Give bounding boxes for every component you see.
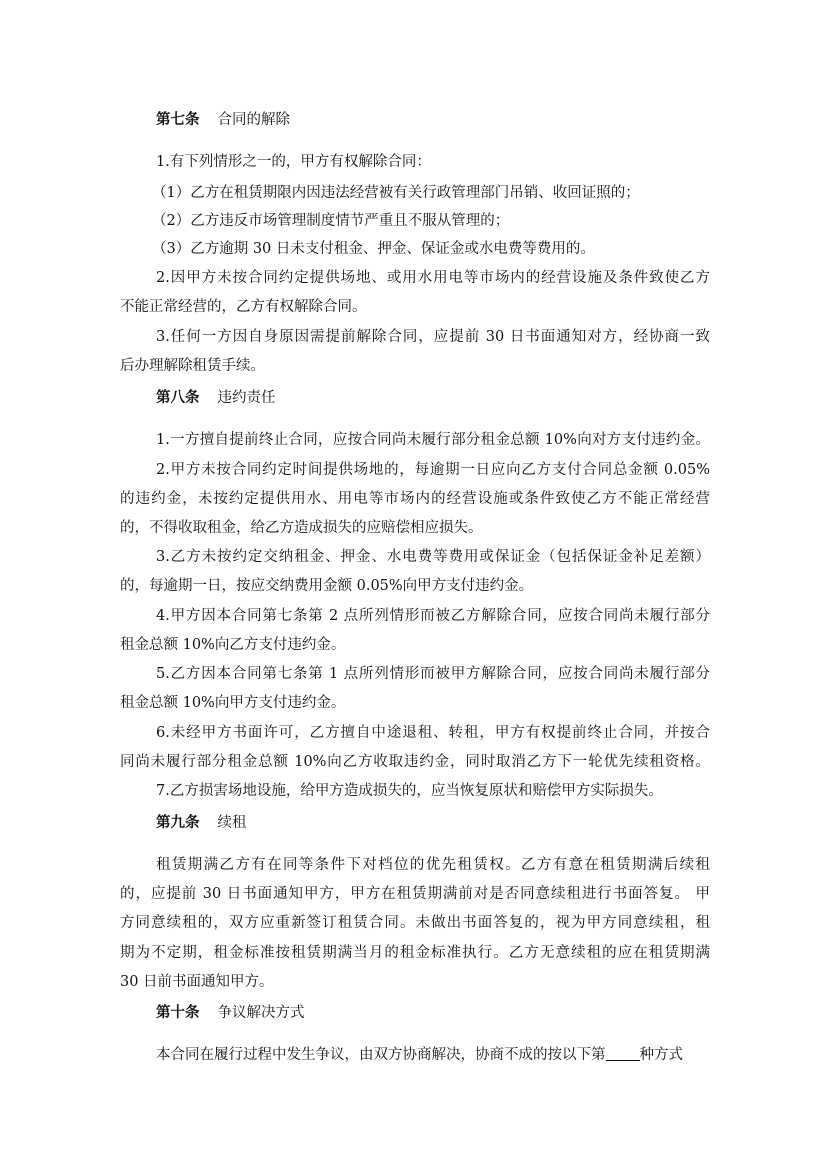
section-8-para-6-line-1: 6.未经甲方书面许可，乙方擅自中途退租、转租，甲方有权提前终止合同，并按合 [156, 725, 710, 741]
section-7-item-3: （3）乙方逾期 30 日未支付租金、押金、保证金或水电费等费用的。 [152, 241, 595, 257]
section-8-para-5-line-2: 租金总额 10%向甲方支付违约金。 [120, 695, 346, 711]
section-7-heading [156, 110, 746, 130]
section-8-title: 违约责任 [217, 390, 276, 406]
section-8-para-3-line-2: 的，每逾期一日，按应交纳费用金额 0.05%向甲方支付违约金。 [120, 578, 534, 594]
section-8-heading [156, 388, 746, 408]
section-9-heading [156, 813, 746, 833]
section-8-para-5-line-1: 5.乙方因本合同第七条第 1 点所列情形而被甲方解除合同，应按合同尚未履行部分 [156, 666, 710, 682]
section-9-line-2: 的，应提前 30 日书面通知甲方，甲方在租赁期满前对是否同意续租进行书面答复。 甲 [120, 886, 710, 902]
section-8-para-3-line-1: 3.乙方未按约定交纳租金、押金、水电费等费用或保证金（包括保证金补足差额） [156, 549, 710, 565]
method-number-blank[interactable] [606, 1046, 640, 1061]
section-7-item-1: （1）乙方在租赁期限内因违法经营被有关行政管理部门吊销、收回证照的； [152, 185, 640, 201]
section-7-para-2-line-2: 不能正常经营的，乙方有权解除合同。 [120, 299, 367, 315]
section-7-para-3-line-2: 后办理解除租赁手续。 [120, 358, 265, 374]
section-8-para-7: 7.乙方损害场地设施，给甲方造成损失的，应当恢复原状和赔偿甲方实际损失。 [156, 783, 663, 799]
section-9-line-3: 方同意续租的，双方应重新签订租赁合同。未做出书面答复的，视为甲方同意续租，租 [120, 915, 710, 931]
section-10-line-1 [156, 1045, 710, 1065]
section-9-line-4: 期为不定期，租金标准按租赁期满当月的租金标准执行。乙方无意续租的应在租赁期满 [120, 945, 710, 961]
section-8-para-1: 1.一方擅自提前终止合同，应按合同尚未履行部分租金总额 10%向对方支付违约金。 [156, 432, 710, 448]
section-9-number: 第九条 [156, 815, 200, 831]
section-7-item-2: （2）乙方违反市场管理制度情节严重且不服从管理的； [152, 213, 510, 229]
section-9-title: 续租 [217, 815, 247, 831]
section-10-line-1-tail: 种方式 [639, 1047, 683, 1063]
section-8-para-4-line-2: 租金总额 10%向乙方支付违约金。 [120, 637, 346, 653]
section-8-para-4-line-1: 4.甲方因本合同第七条第 2 点所列情形而被乙方解除合同，应按合同尚未履行部分 [156, 608, 710, 624]
section-8-number: 第八条 [156, 390, 200, 406]
section-10-number: 第十条 [156, 1005, 200, 1021]
section-8-para-6-line-2: 同尚未履行部分租金总额 10%向乙方收取违约金，同时取消乙方下一轮优先续租资格。 [120, 754, 710, 770]
section-9-line-1: 租赁期满乙方有在同等条件下对档位的优先租赁权。乙方有意在租赁期满后续租 [156, 857, 710, 873]
section-10-title: 争议解决方式 [217, 1005, 305, 1021]
section-8-para-2-line-1: 2.甲方未按合同约定时间提供场地的，每逾期一日应向乙方支付合同总金额 0.05% [156, 462, 710, 478]
section-10-line-1-text: 本合同在履行过程中发生争议，由双方协商解决，协商不成的按以下第 [156, 1047, 606, 1063]
section-7-para-2-line-1: 2.因甲方未按合同约定提供场地、或用水用电等市场内的经营设施及条件致使乙方 [156, 270, 710, 286]
section-7-title: 合同的解除 [217, 112, 290, 128]
section-7-para-1: 1.有下列情形之一的，甲方有权解除合同： [156, 154, 431, 170]
section-7-number: 第七条 [156, 112, 200, 128]
section-7-para-3-line-1: 3.任何一方因自身原因需提前解除合同，应提前 30 日书面通知对方，经协商一致 [156, 329, 710, 345]
section-8-para-2-line-2: 的违约金，未按约定提供用水、用电等市场内的经营设施或条件致使乙方不能正常经营 [120, 491, 710, 507]
section-9-line-5: 30 日前书面通知甲方。 [120, 974, 274, 990]
section-8-para-2-line-3: 的，不得收取租金，给乙方造成损失的应赔偿相应损失。 [120, 520, 483, 536]
section-10-heading [156, 1003, 746, 1023]
